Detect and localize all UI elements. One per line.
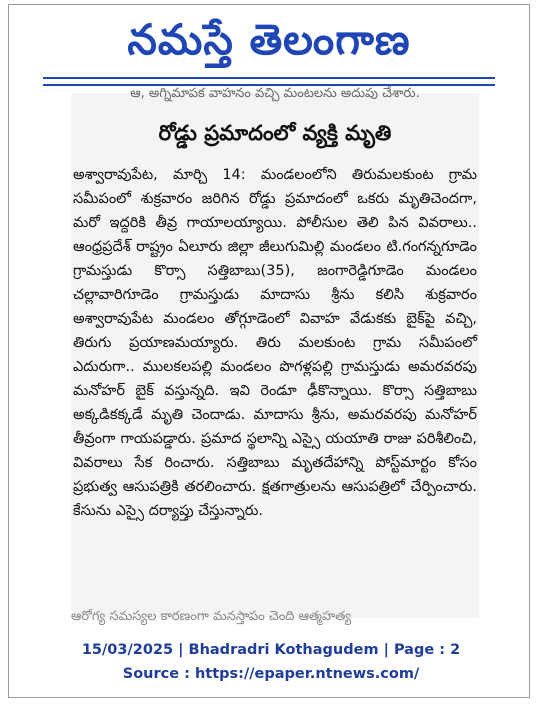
next-article-cutoff: ఆరోగ్య సమస్యల కారణంగా మనస్తాపం చెంది ఆత్మహత్య [71,609,352,624]
article-body [71,163,479,523]
previous-article-cutoff: ఆ, అగ్నిమాపక వాహనం వచ్చి మంటలను అదుపు చేశారు. [130,86,420,101]
article-clip [71,86,479,624]
newspaper-masthead: నమస్తే తెలంగాణ [127,15,411,64]
footer-source-link[interactable]: Source : https://epaper.ntnews.com/ [122,666,420,682]
article-paragraph: అశ్వారావుపేట, మార్చి 14: మండలంలోని తిరుమలకుంట గ్రామ సమీపంలో శుక్రవారం జరిగిన రోడ్డు ప్రమాదంలో ఒకరు మృతిచెందగా, మరో ఇద్దరికి తీవ్ర గాయాలయ్యాయి. పోలీసుల తెలి పిన వివరాలు.. ఆంధ్రప్రదేశ్ రాష్ట్రం ఏలూరు జిల్లా జీలుగుమిల్లి మండలం టి.గంగన్నగూడెం గ్రామస్తుడు కొర్సా సత్తిబాబు(35), జంగారెడ్డిగూడెం మండలం చల్లావారిగూడెం గ్రామస్తుడు మాదాసు శ్రీను కలిసి శుక్రవారం అశ్వారావుపేట మండలం తోగ్గూడెంలో వివాహ వేడుకకు బైక్‌పై వచ్చి, తిరుగు ప్రయాణమయ్యారు. తిరు మలకుంట గ్రామ సమీపంలో ఎదురుగా.. ములకలపల్లి మండలం పొగళ్లపల్లి గ్రామస్తుడు అమరవరపు మనోహర్ బైక్ వస్తున్నది. ఇవి రెండూ ఢీకొన్నాయి. కొర్సా సత్తిబాబు అక్కడికక్కడే మృతి చెందాడు. మాదాసు శ్రీను, అమరవరపు మనోహర్ తీవ్రంగా గాయపడ్డారు. ప్రమాద స్థలాన్ని ఎస్సై యయాతి రాజు పరిశీలించి, వివరాలు సేక రించారు. సత్తిబాబు మృతదేహాన్ని పోస్ట్‌మార్టం కోసం ప్రభుత్వ ఆసుపత్రికి తరలించారు. క్షతగాత్రులను ఆసుపత్రిలో చేర్పించారు. కేసును ఎస్సై దర్యాప్తు చేస్తున్నారు. [73,167,477,519]
footer-date-edition: 15/03/2025 | Bhadradri Kothagudem | Page : 2 [81,642,461,658]
masthead-rule-top [43,77,495,79]
article-headline: రోడ్డు ప్రమాదంలో వ్యక్తి మృతి [158,121,392,145]
epaper-clipping-frame [8,4,530,698]
